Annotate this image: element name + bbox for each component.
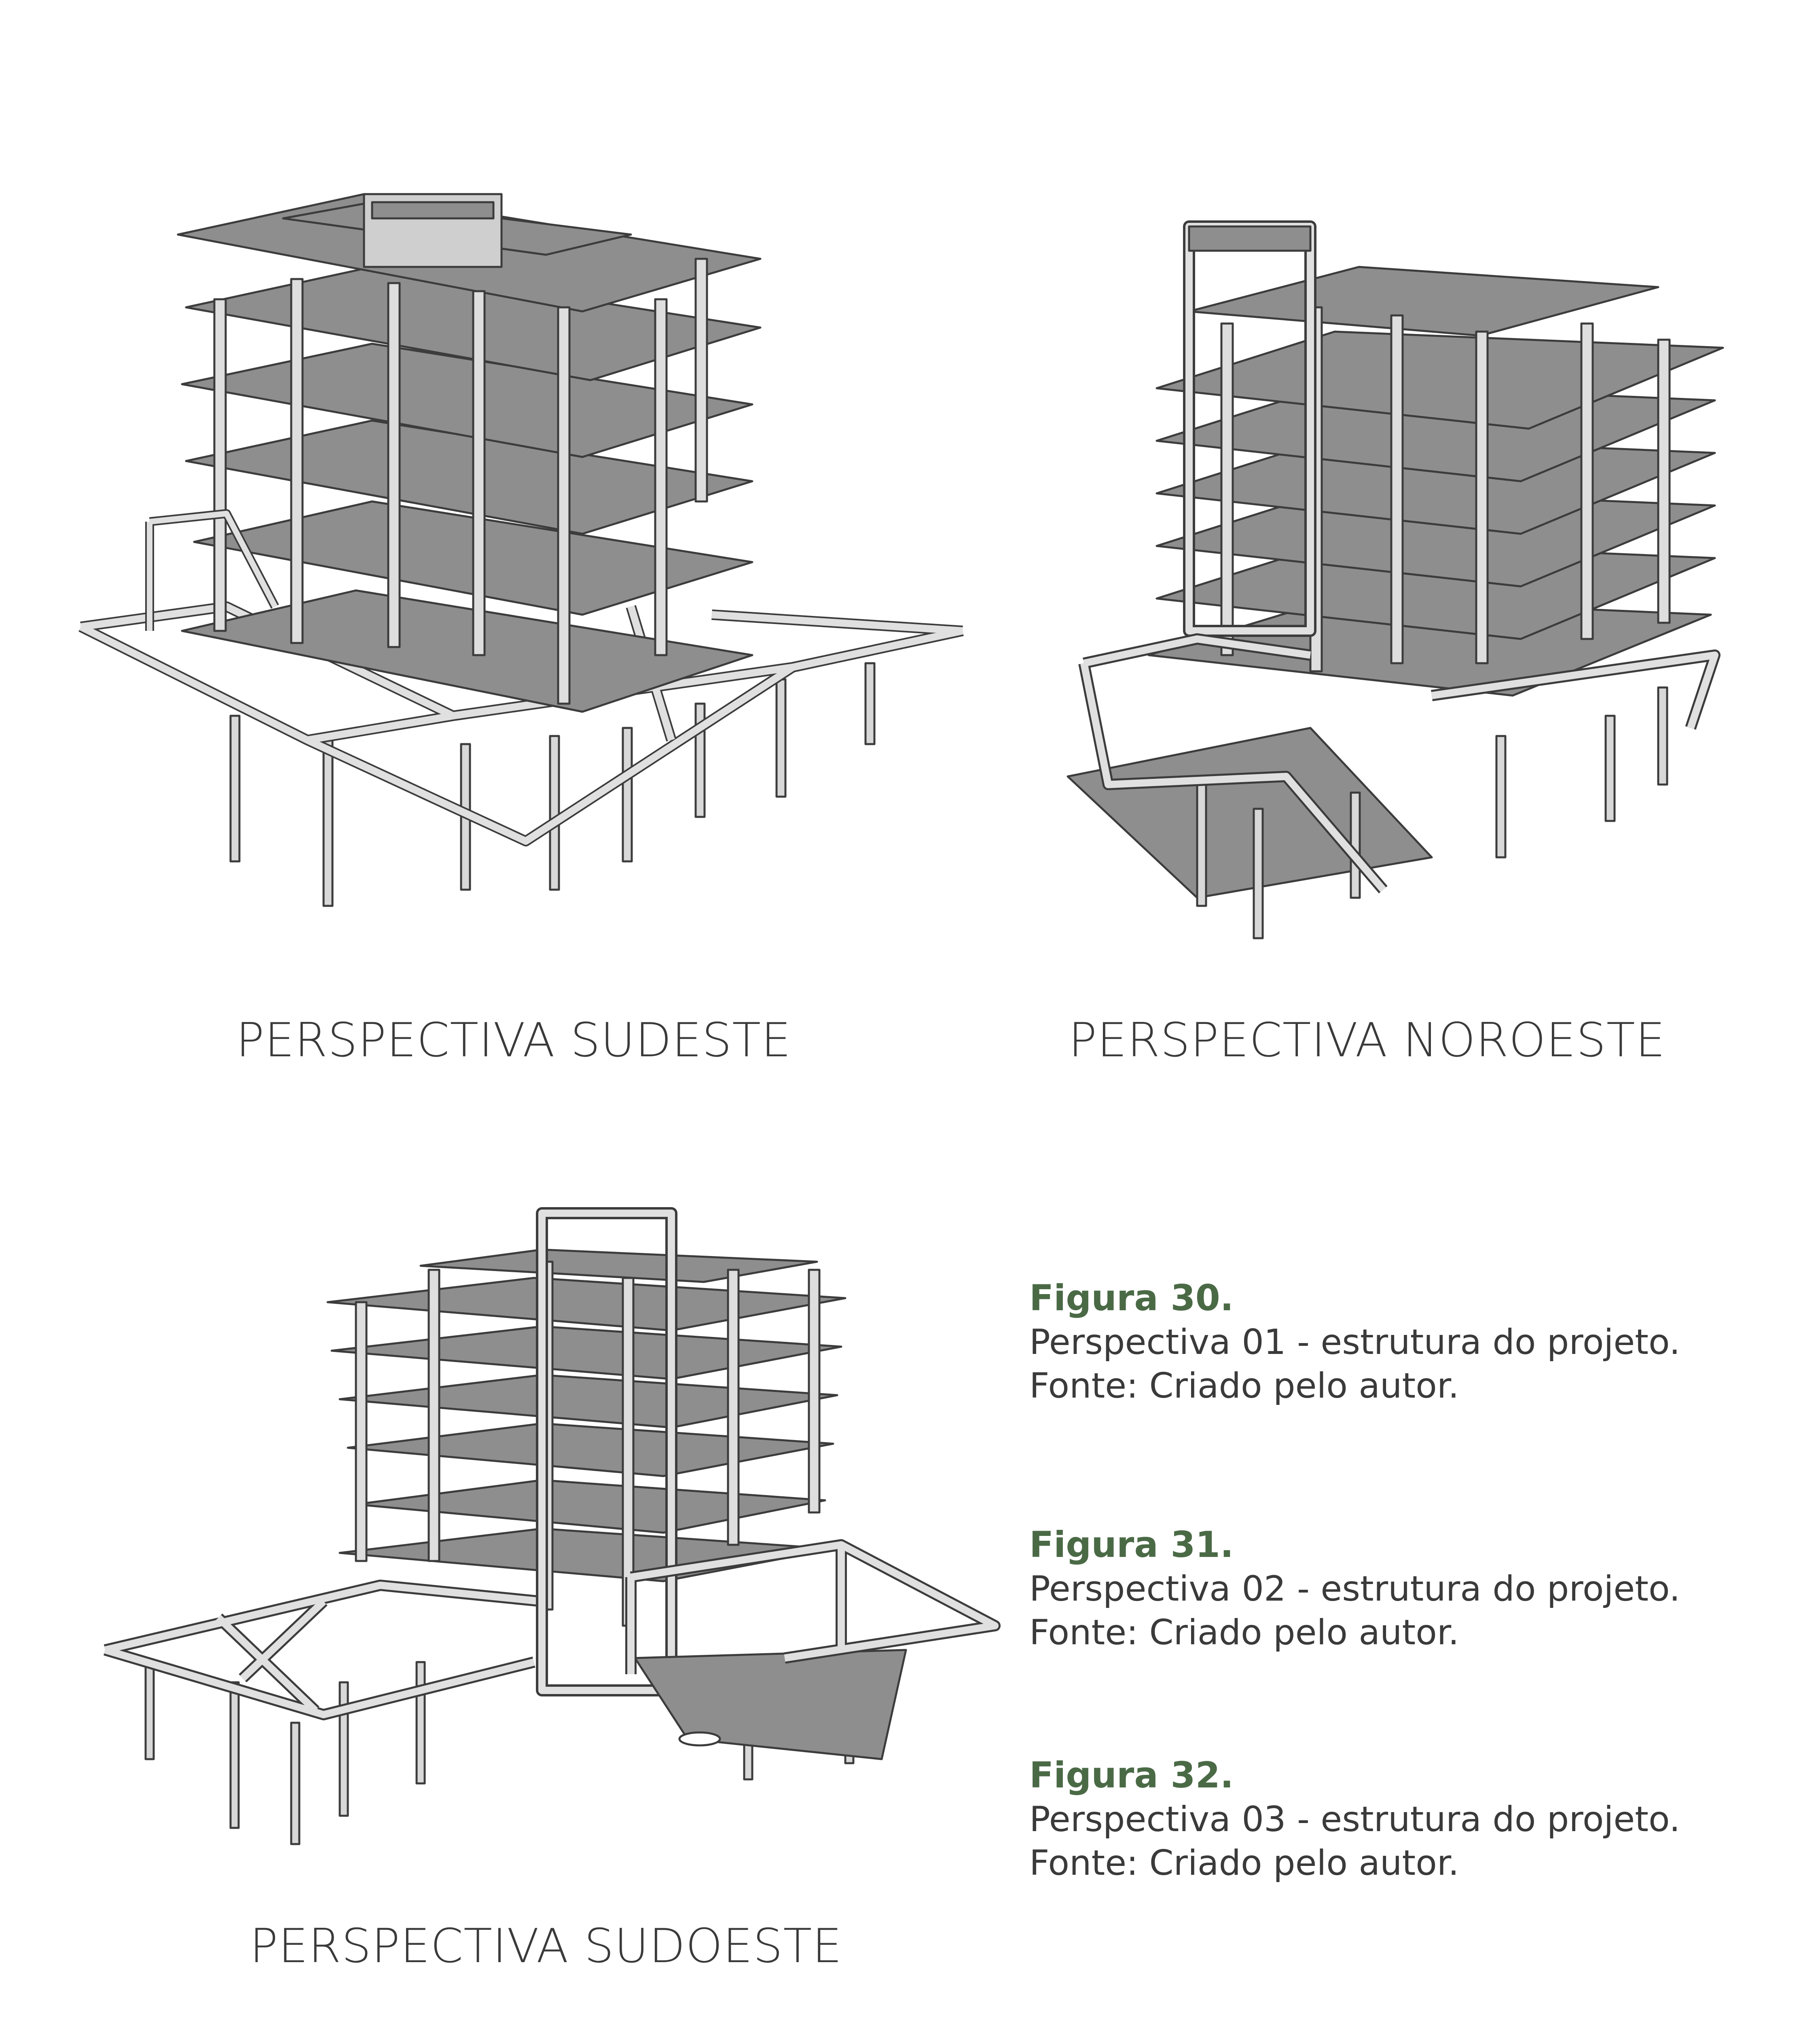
caption-title: Figura 32. <box>1029 1754 1234 1796</box>
perspective-southeast-label: PERSPECTIVA SUDESTE <box>236 1013 791 1068</box>
structure-figure-southwest <box>97 1197 1003 1885</box>
caption-title: Figura 31. <box>1029 1524 1234 1565</box>
perspective-northwest-label: PERSPECTIVA NOROESTE <box>1068 1013 1666 1068</box>
figure-caption <box>1029 1523 1798 1654</box>
caption-description: Perspectiva 02 - estrutura do projeto. <box>1029 1569 1680 1609</box>
figure-caption <box>1029 1753 1798 1885</box>
caption-source: Fonte: Criado pelo autor. <box>1029 1612 1459 1653</box>
southwest-structure-drawing <box>97 1197 1003 1885</box>
structure-figure-northwest <box>1027 210 1747 946</box>
caption-source: Fonte: Criado pelo autor. <box>1029 1366 1459 1406</box>
caption-description: Perspectiva 01 - estrutura do projeto. <box>1029 1322 1680 1362</box>
figure-caption <box>1029 1276 1798 1408</box>
caption-source: Fonte: Criado pelo autor. <box>1029 1843 1459 1883</box>
southeast-structure-drawing <box>65 178 979 946</box>
caption-description: Perspectiva 03 - estrutura do projeto. <box>1029 1799 1680 1840</box>
structure-figure-southeast <box>65 178 979 946</box>
northwest-structure-drawing <box>1027 210 1747 946</box>
caption-title: Figura 30. <box>1029 1277 1234 1319</box>
perspective-southwest-label: PERSPECTIVA SUDOESTE <box>250 1919 842 1973</box>
